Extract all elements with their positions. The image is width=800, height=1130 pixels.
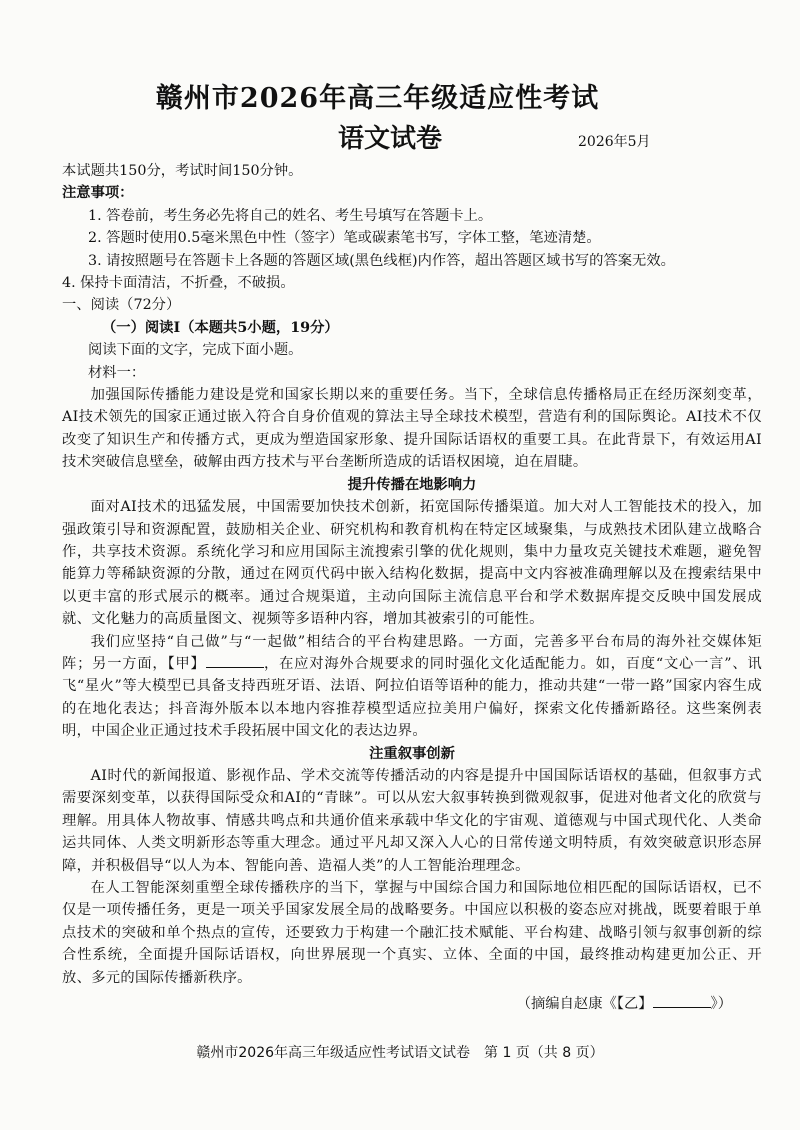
exam-date: 2026年5月 (578, 134, 651, 150)
section-heading: 注重叙事创新 (369, 745, 455, 762)
article-source (62, 993, 762, 1015)
source-text: （摘编自赵康《【乙】 (516, 996, 653, 1013)
section-heading: 提升传播在地影响力 (347, 476, 477, 493)
notice-item: 4. 保持卡面清洁，不折叠，不破损。 (62, 275, 295, 292)
exam-content (62, 160, 762, 1015)
section-title: 一、阅读（72分） (62, 297, 181, 314)
reading-instruction: 阅读下面的文字，完成下面小题。 (88, 342, 303, 359)
fill-blank-jia (206, 654, 264, 668)
paragraph-text: ，在应对海外合规要求的同时强化文化适配能力。如，百度“文心一言”、讯飞“星火”等大模型已具备支持西班牙语、法语、阿拉伯语等语种的能力，推动共建“一带一路”国家内容生成的在地化表达；抖音海外版本以本地内容推荐模型适应拉美用户偏好，探索文化传播新路径。这些案例表明，中国企业正通过技术手段拓展中国文化的表达边界。 (62, 655, 762, 740)
exam-subtitle: 语文试卷 (337, 124, 442, 154)
notice-title: 注意事项： (62, 185, 134, 202)
article-paragraph: 加强国际传播能力建设是党和国家长期以来的重要任务。当下，全球信息传播格局正在经历深刻变革，AI技术领先的国家正通过嵌入符合自身价值观的算法主导全球技术模型，营造有利的国际舆论。AI技术不仅改变了知识生产和传播方式，更成为塑造国家形象、提升国际话语权的重要工具。在此背景下，有效运用AI技术突破信息壁垒，破解由西方技术与平台垄断所造成的话语权困境，迫在眉睫。 (62, 387, 762, 471)
fill-blank-yi (653, 994, 711, 1008)
notice-item: 1. 答卷前，考生务必先将自己的姓名、考生号填写在答题卡上。 (88, 207, 493, 224)
page-footer: 赣州市2026年高三年级适应性考试语文试卷 第 1 页（共 8 页） (196, 1045, 604, 1061)
subsection-title: （一）阅读Ⅰ（本题共5小题，19分） (102, 319, 339, 336)
paragraph-text: 我们应坚持“自己做”与“一起做”相结合的平台构建思路。一方面，完善多平台布局的海外社交媒体矩阵；另一方面，【甲】 (62, 633, 762, 672)
notice-item: 3. 请按照题号在答题卡上各题的答题区域(黑色线框)内作答，超出答题区域书写的答案无效。 (88, 252, 675, 269)
exam-info: 本试题共150分，考试时间150分钟。 (62, 163, 303, 179)
material-label: 材料一： (88, 364, 146, 381)
article-paragraph: 面对AI技术的迅猛发展，中国需要加快技术创新，拓宽国际传播渠道。加大对人工智能技术的投入，加强政策引导和资源配置，鼓励相关企业、研究机构和教育机构在特定区域聚集，与成熟技术团队建立战略合作，共享技术资源。系统化学习和应用国际主流搜索引擎的优化规则，集中力量攻克关键技术难题，避免智能算力等稀缺资源的分散，通过在网页代码中嵌入结构化数据，提高中文内容被准确理解以及在搜索结果中以更丰富的形式展示的概率。通过合规渠道，主动向国际主流信息平台和学术数据库提交反映中国发展成就、文化魅力的高质量图文、视频等多语种内容，增加其被索引的可能性。 (62, 499, 762, 628)
source-text: 》） (710, 996, 732, 1013)
notice-item: 2. 答题时使用0.5毫米黑色中性（签字）笔或碳素笔书写，字体工整，笔迹清楚。 (88, 230, 601, 247)
article-paragraph (62, 631, 762, 743)
article-paragraph: 在人工智能深刻重塑全球传播秩序的当下，掌握与中国综合国力和国际地位相匹配的国际话语权，已不仅是一项传播任务，更是一项关乎国家发展全局的战略要务。中国应以积极的姿态应对挑战，既要着眼于单点技术的突破和单个热点的宣传，还要致力于构建一个融汇技术赋能、平台构建、战略引领与叙事创新的综合性系统，全面提升国际话语权，向世界展现一个真实、立体、全面的中国，最终推动构建更加公正、开放、多元的国际传播新秩序。 (62, 880, 762, 986)
exam-title: 赣州市2026年高三年级适应性考试 (155, 83, 600, 114)
article-paragraph: AI时代的新闻报道、影视作品、学术交流等传播活动的内容是提升中国国际话语权的基础，但叙事方式需要深刻变革，以获得国际受众和AI的“青睐”。可以从宏大叙事转换到微观叙事，促进对他者文化的欣赏与理解。用具体人物故事、情感共鸣点和共通价值来承载中华文化的宇宙观、道德观与中国式现代化、人类命运共同体、人类文明新形态等重大理念。通过平凡却又深入人心的日常传递文明特质，有效突破意识形态屏障，并积极倡导“以人为本、智能向善、造福人类”的人工智能治理理念。 (62, 767, 762, 874)
